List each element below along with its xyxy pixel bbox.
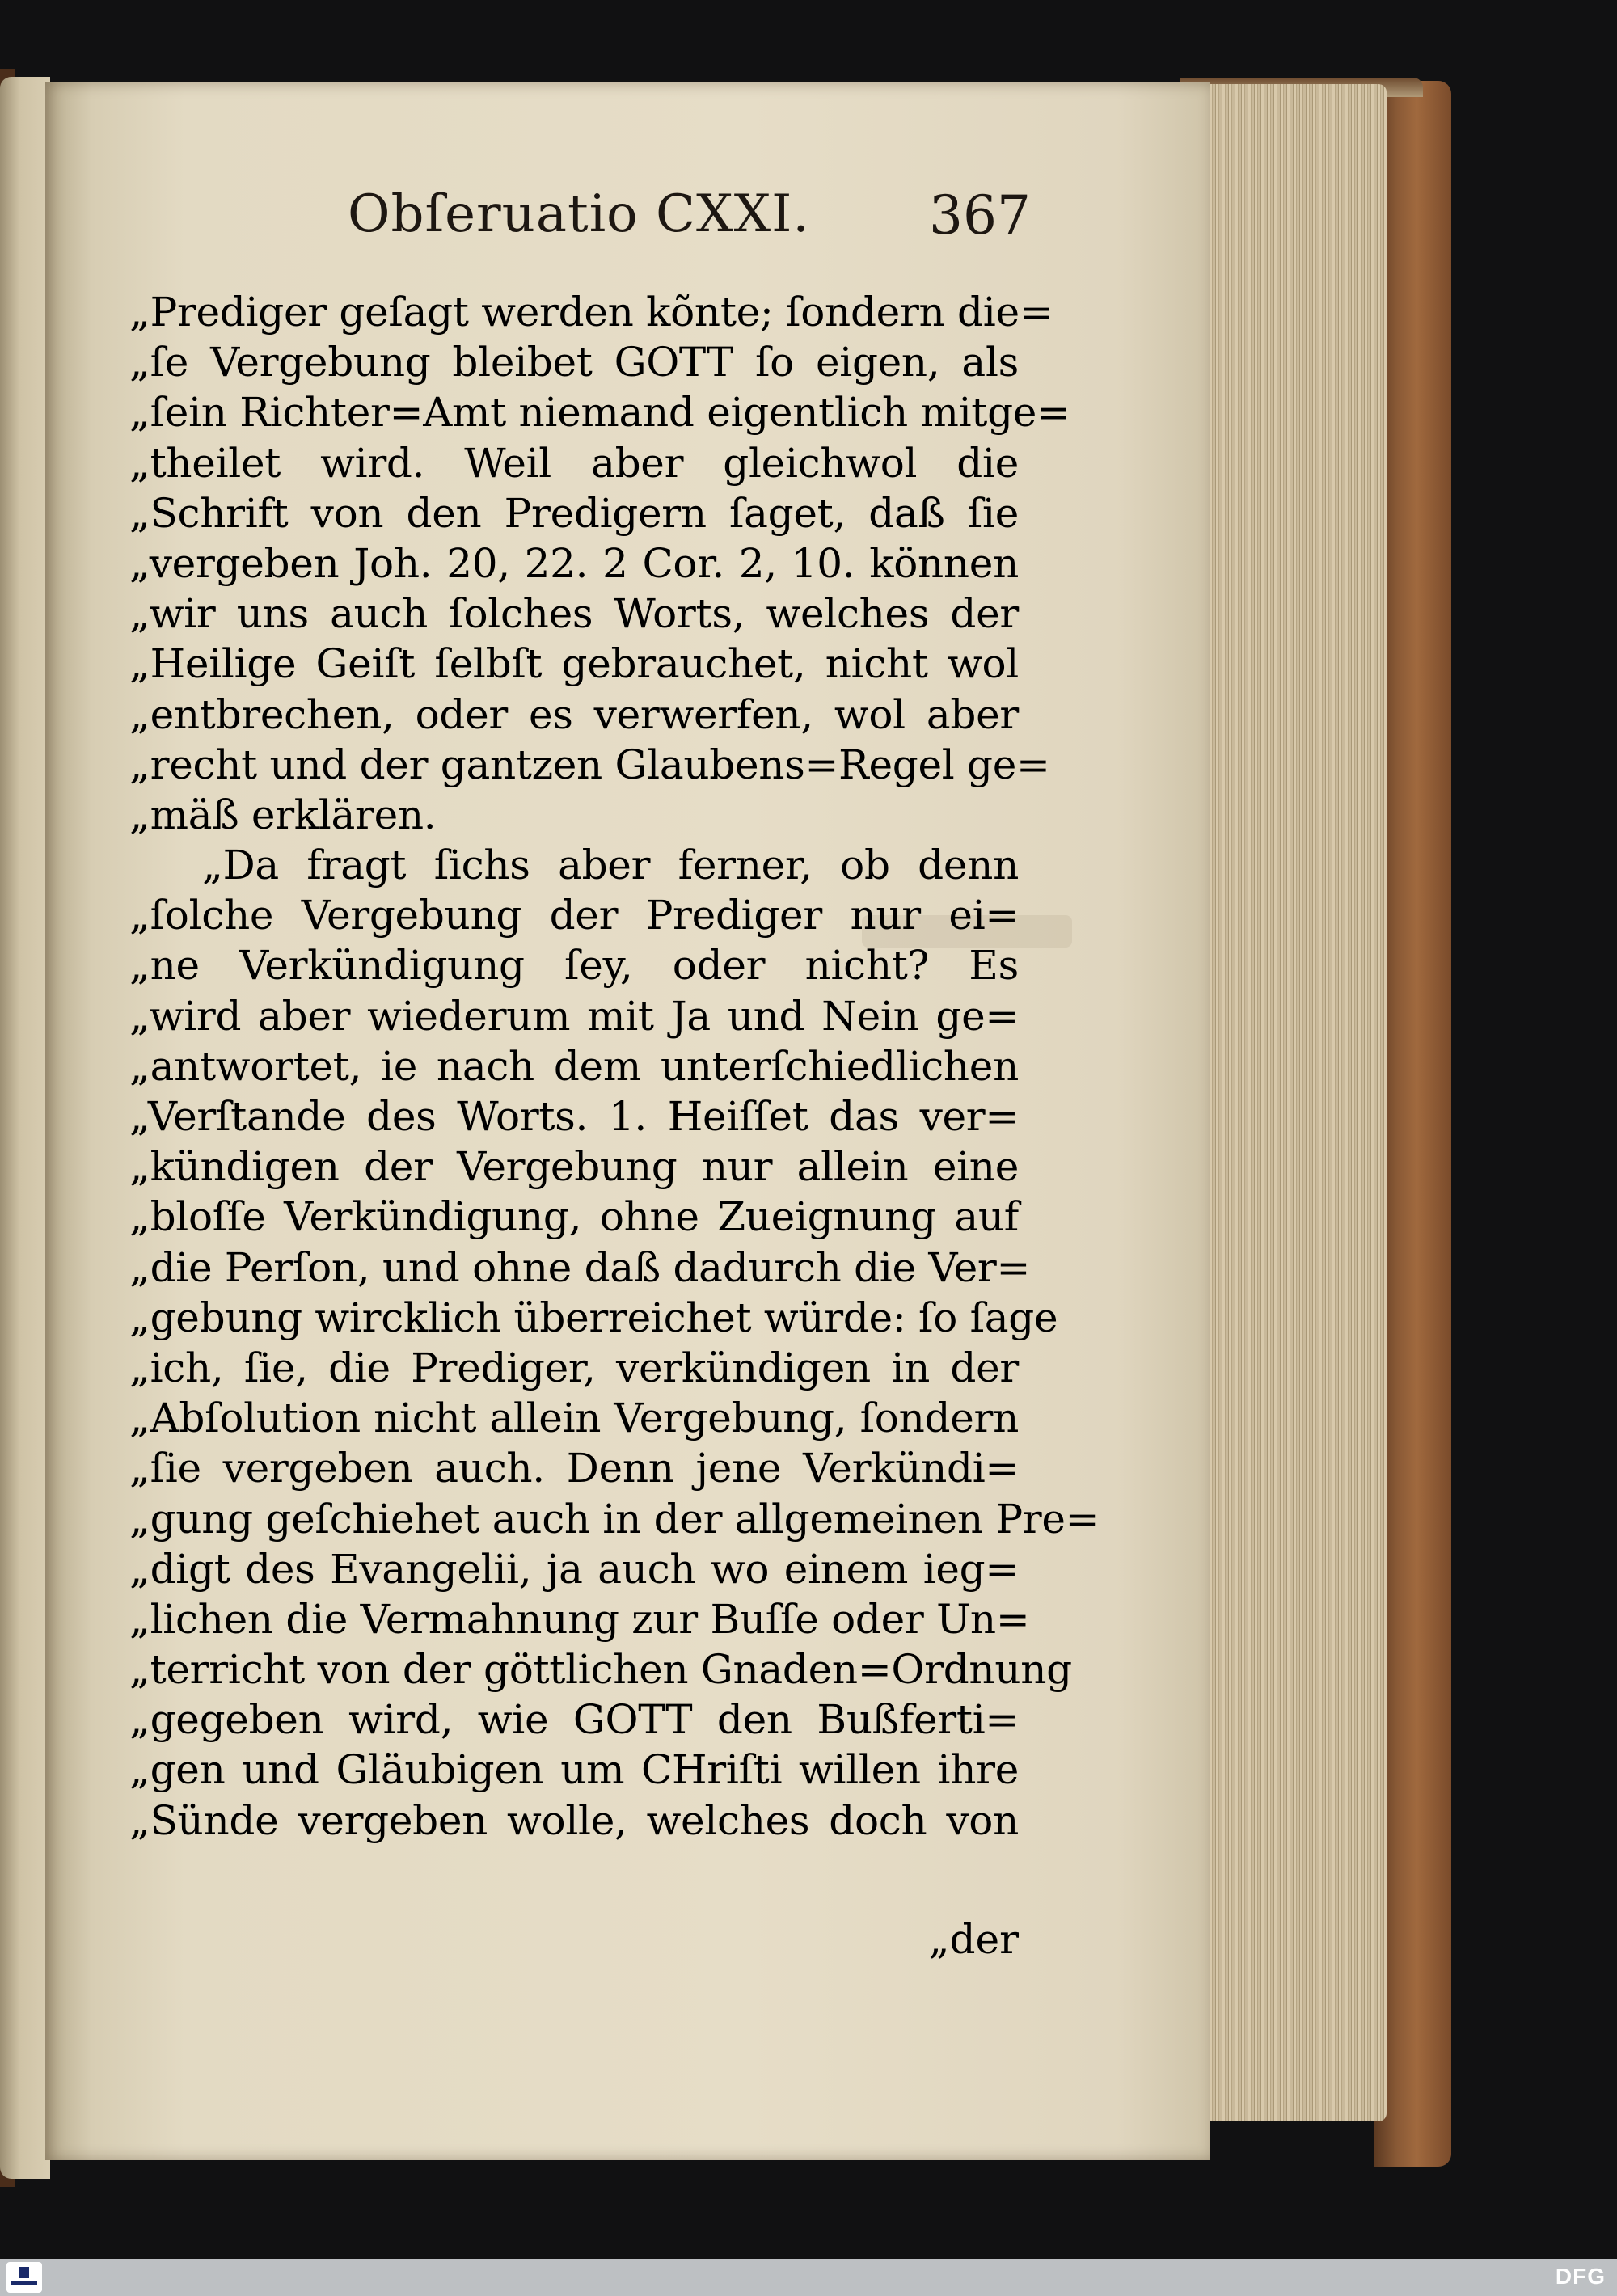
library-logo-icon [6,2262,42,2293]
text-line: „gung geſchiehet auch in der allgemeinen Pre= [129,1495,1100,1543]
text-line: „gen und Gläubigen um CHriſti willen ihre [129,1746,1019,1794]
catchword: „der [928,1916,1019,1963]
text-line: „Abſolution nicht allein Vergebung, ſondern [129,1395,1019,1442]
text-line: „gegeben wird, wie GOTT den Bußferti= [129,1696,1019,1744]
text-line: „ſie vergeben auch. Denn jene Verkündi= [129,1445,1019,1492]
text-line: „ſein Richter=Amt niemand eigentlich mitge= [129,389,1070,437]
text-line: „Sünde vergeben wolle, welches doch von [129,1796,1019,1844]
text-line: „ſe Vergebung bleibet GOTT ſo eigen, als [129,339,1019,386]
text-line: „theilet wird. Weil aber gleichwol die [129,439,1019,487]
dfg-mark: DFG [1555,2264,1606,2289]
text-line: „die Perſon, und ohne daß dadurch die Ver= [129,1243,1031,1291]
text-line: „mäß erklären. [129,791,437,838]
footer-bar [0,2259,1617,2296]
text-line: „Verſtande des Worts. 1. Heiſſet das ver= [129,1093,1019,1140]
text-line: „gebung wircklich überreichet würde: ſo ſage [129,1294,1058,1341]
text-line: „terricht von der göttlichen Gnaden=Ordnung [129,1646,1072,1694]
text-line: „lichen die Vermahnung zur Buſſe oder Un= [129,1595,1030,1643]
text-line: „bloſſe Verkündigung, ohne Zueignung auf [129,1193,1019,1241]
text-line: „ich, ſie, die Prediger, verkündigen in der [129,1344,1019,1391]
body-text [129,287,1100,1846]
text-line: „kündigen der Vergebung nur allein eine [129,1143,1019,1191]
text-line: „digt des Evangelii, ja auch wo einem ieg= [129,1545,1019,1593]
page-stack-fore-edge [1180,84,1387,2121]
text-line: „Prediger geſagt werden kõnte; ſondern die= [129,289,1053,336]
running-head [348,184,1031,257]
page-number: 367 [929,184,1031,247]
text-line: „Schrift von den Predigern ſaget, daß ſie [129,489,1019,537]
text-line: „ne Verkündigung ſey, oder nicht? Es [129,942,1019,990]
text-line: „antwortet, ie nach dem unterſchiedlichen [129,1042,1019,1090]
text-line: „Heilige Geiſt ſelbſt gebrauchet, nicht wol [129,640,1019,688]
text-line: „vergeben Joh. 20, 22. 2 Cor. 2, 10. können [129,539,1019,587]
text-line: „recht und der gantzen Glaubens=Regel ge= [129,741,1050,788]
text-line: „wir uns auch ſolches Worts, welches der [129,590,1019,638]
running-title: Obſeruatio CXXI. [348,184,810,244]
text-line: „wird aber wiederum mit Ja und Nein ge= [129,992,1019,1040]
text-line: „entbrechen, oder es verwerfen, wol aber [129,690,1019,738]
text-line-paragraph-start: „Da fragt ſichs aber ferner, ob denn [202,842,1019,889]
left-page-edge [0,77,50,2179]
text-line: „ſolche Vergebung der Prediger nur ei= [129,892,1019,939]
